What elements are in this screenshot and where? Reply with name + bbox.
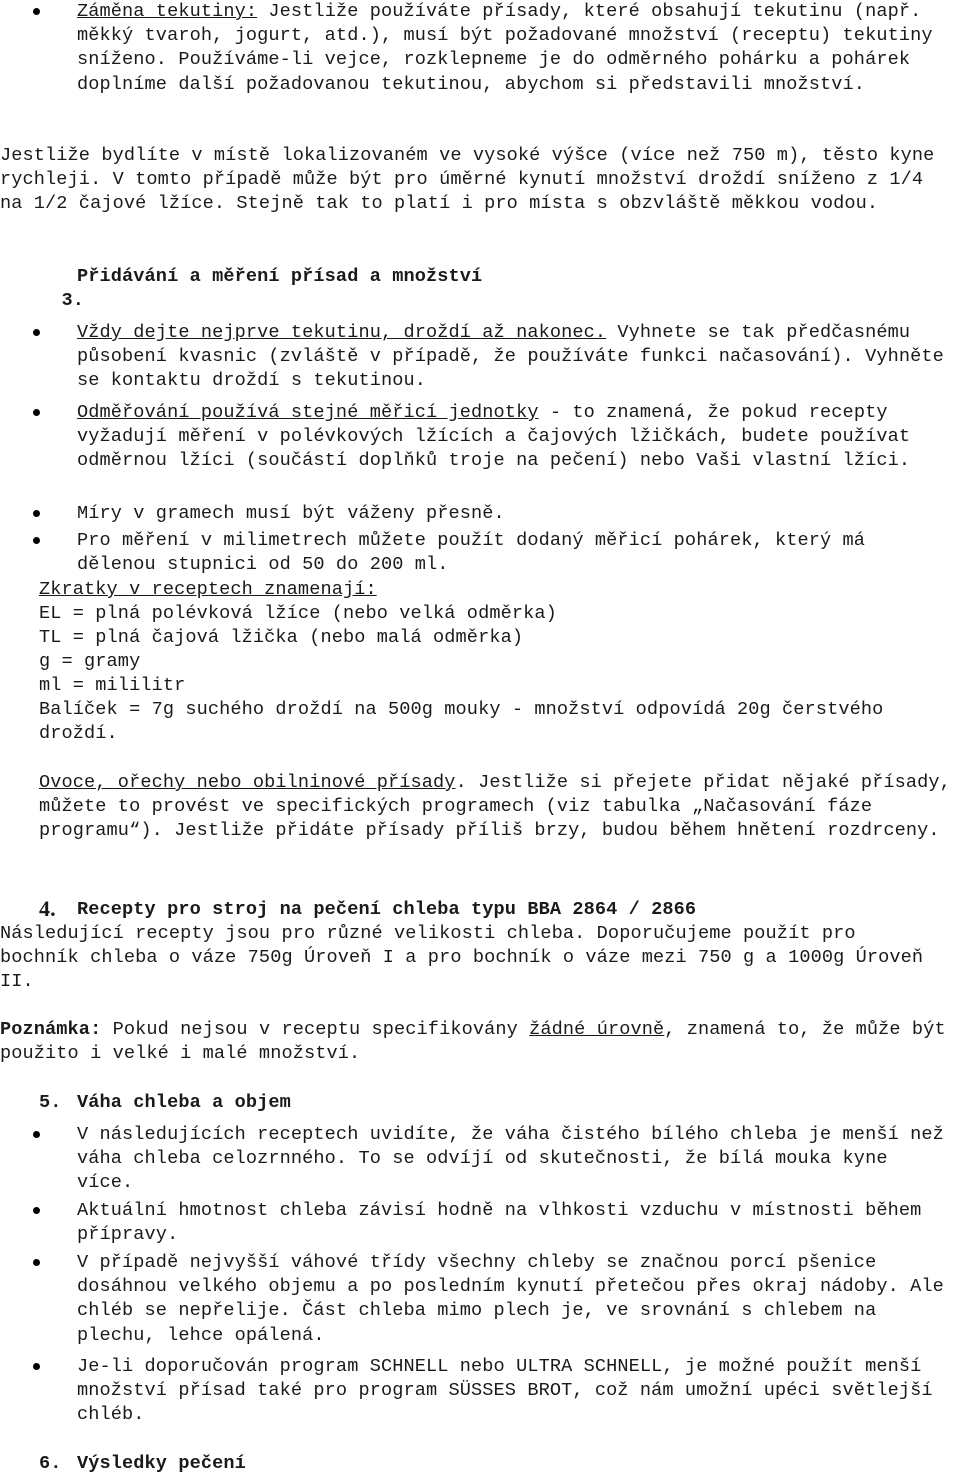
additives-text: . Jestliže si přejete přidat nějaké přísady, můžete to provést ve specifických programech (viz tabulka „Načasování fáze programu“). Jestliže přidáte přísady příliš brzy, budou během hnětení rozdrceny.	[39, 772, 951, 842]
bullet-dot	[33, 1207, 40, 1214]
bullet-dot	[33, 510, 40, 517]
bullet-dot	[33, 409, 40, 416]
bullet-dot	[33, 537, 40, 544]
bullet-item	[77, 321, 952, 394]
bullet-dot	[33, 8, 40, 15]
bullet-item: V případě nejvyšší váhové třídy všechny chleby se značnou porcí pšenice dosáhnou velkého objemu a po posledním kynutí přetečou přes okraj nádoby. Ale chléb se nepřelije. Část chleba mimo plech je, ve srovnání s chlebem na plechu, lehce opálená.	[77, 1252, 944, 1346]
bullet-text: Pro měření v milimetrech můžete použít dodaný měřicí pohárek, který má dělenou stupnici od 50 do 200 ml.	[77, 530, 866, 576]
bullet-item	[77, 502, 937, 526]
abbrev-item: ml = mililitr	[39, 675, 186, 696]
section-3-title: Přidávání a měření přísad a množství	[77, 266, 483, 287]
section-5-number: 5.	[39, 1092, 62, 1113]
section-6-number: 6.	[39, 1453, 62, 1474]
note-term: žádné úrovně	[529, 1019, 665, 1040]
additives-term: Ovoce, ořechy nebo obilninové přísady	[39, 772, 456, 793]
abbrev-item: TL = plná čajová lžička (nebo malá odměrka)	[39, 627, 524, 648]
bullet-text: Míry v gramech musí být váženy přesně.	[77, 503, 505, 524]
note-text: , znamená to, že může být použito i velké i malé množství.	[0, 1019, 946, 1065]
bullet-dot	[33, 1131, 40, 1138]
bullet-term: Vždy dejte nejprve tekutinu, droždí až nakonec.	[77, 322, 607, 343]
bullet-item	[77, 401, 937, 474]
bullet-item	[77, 0, 957, 97]
abbrev-item: EL = plná polévková lžíce (nebo velká odměrka)	[39, 603, 557, 624]
section-6-title: Výsledky pečení	[77, 1453, 246, 1474]
bullet-text: - to znamená, že pokud recepty vyžadují měření v polévkových lžících a čajových lžičkách, budete používat odměrnou lžíci (součástí doplňků troje na pečení) nebo Vaši vlastní lžíci.	[77, 402, 911, 472]
bullet-dot	[33, 1363, 40, 1370]
section-number: 3.	[61, 290, 85, 311]
section-4-number: 4.	[39, 896, 56, 921]
note-label: Poznámka:	[0, 1019, 102, 1040]
bullet-dot	[33, 1259, 40, 1266]
section-5-title: Váha chleba a objem	[77, 1092, 291, 1113]
section-4-title: Recepty pro stroj na pečení chleba typu BBA 2864 / 2866	[77, 899, 697, 920]
section-4-intro: Následující recepty jsou pro různé velikosti chleba. Doporučujeme použít pro bochník chleba o váze 750g Úroveň I a pro bochník o váze mezi 750 g a 1000g Úroveň II.	[0, 923, 924, 993]
note-text: Pokud nejsou v receptu specifikovány	[101, 1019, 530, 1040]
abbrev-heading: Zkratky v receptech znamenají:	[39, 579, 377, 600]
bullet-text: Jestliže používáte přísady, které obsahují tekutinu (např. měkký tvaroh, jogurt, atd.), musí být požadované množství (receptu) tekutiny sníženo. Používáme-li vejce, rozklepneme je do odměrného pohárku a pohárek doplníme další požadovanou tekutinou, abychom si představili množství.	[77, 1, 933, 95]
bullet-term: Záměna tekutiny:	[77, 1, 258, 22]
altitude-paragraph: Jestliže bydlíte v místě lokalizovaném ve vysoké výšce (více než 750 m), těsto kyne rychleji. V tomto případě může být pro úměrné kynutí množství droždí sníženo z 1/4 na 1/2 čajové lžíce. Stejně tak to platí i pro místa s obzvláště měkkou vodou.	[0, 145, 935, 215]
bullet-item: Aktuální hmotnost chleba závisí hodně na vlhkosti vzduchu v místnosti během přípravy.	[77, 1200, 922, 1246]
abbrev-item: g = gramy	[39, 651, 141, 672]
bullet-text: Vyhnete se tak předčasnému působení kvasnic (zvláště v případě, že používáte funkci načasování). Vyhněte se kontaktu droždí s tekutinou.	[77, 322, 944, 392]
abbrev-item: Balíček = 7g suchého droždí na 500g mouky - množství odpovídá 20g čerstvého droždí.	[39, 699, 884, 745]
bullet-item: Je-li doporučován program SCHNELL nebo ULTRA SCHNELL, je možné použít menší množství přísad také pro program SÜSSES BROT, což nám umožní upéci světlejší chléb.	[77, 1356, 933, 1426]
bullet-item	[77, 529, 952, 577]
bullet-dot	[33, 329, 40, 336]
bullet-item: V následujících receptech uvidíte, že váha čistého bílého chleba je menší než váha chleba celozrnného. To se odvíjí od skutečnosti, že bílá mouka kyne více.	[77, 1124, 944, 1194]
additives-paragraph	[39, 771, 959, 844]
bullet-term: Odměřování používá stejné měřicí jednotky	[77, 402, 539, 423]
note-paragraph	[0, 1018, 960, 1066]
